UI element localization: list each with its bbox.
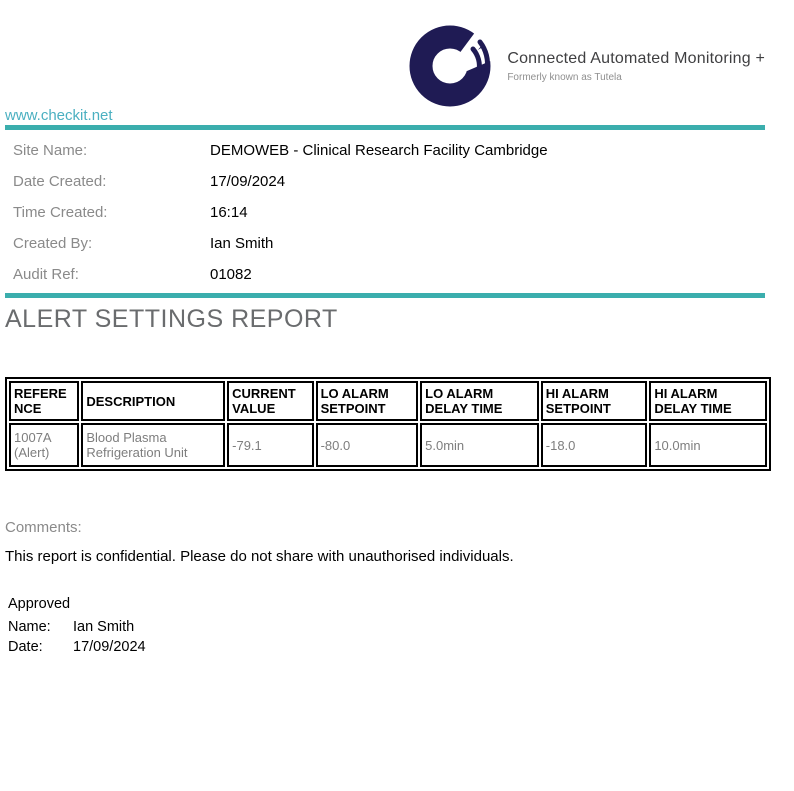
time-created-value: 16:14 <box>210 204 248 221</box>
approval-date-label: Date: <box>8 639 43 655</box>
cell-current-value: -79.1 <box>227 423 313 467</box>
report-header <box>5 25 765 107</box>
col-header-lo-alarm-setpoint: LO ALARM SETPOINT <box>316 381 419 421</box>
page-title: ALERT SETTINGS REPORT <box>5 305 338 333</box>
date-created-value: 17/09/2024 <box>210 173 286 190</box>
approval-name-value: Ian Smith <box>73 619 135 635</box>
col-header-reference: REFERENCE <box>9 381 79 421</box>
logo-title: Connected Automated Monitoring + <box>507 49 765 67</box>
approved-heading: Approved <box>8 596 71 612</box>
website-link[interactable]: www.checkit.net <box>5 107 113 124</box>
approval-section <box>8 596 794 657</box>
approval-date-row <box>8 637 794 657</box>
col-header-hi-alarm-setpoint: HI ALARM SETPOINT <box>541 381 648 421</box>
cell-reference: 1007A (Alert) <box>9 423 79 467</box>
date-created-label: Date Created: <box>13 173 107 190</box>
created-by-value: Ian Smith <box>210 235 274 252</box>
cell-description: Blood Plasma Refrigeration Unit <box>81 423 225 467</box>
teal-divider-top <box>5 125 765 130</box>
created-by-label: Created By: <box>13 235 93 252</box>
checkit-logo <box>409 25 765 107</box>
col-header-hi-alarm-delay: HI ALARM DELAY TIME <box>649 381 767 421</box>
report-page <box>0 25 794 657</box>
comments-label: Comments: <box>5 519 82 536</box>
audit-ref-value: 01082 <box>210 266 252 283</box>
table-header-row <box>9 381 767 421</box>
checkit-logo-icon <box>409 25 495 107</box>
cell-hi-alarm-delay: 10.0min <box>649 423 767 467</box>
logo-subtitle: Formerly known as Tutela <box>507 71 622 83</box>
col-header-current-value: CURRENT VALUE <box>227 381 313 421</box>
logo-text <box>507 50 765 83</box>
site-name-value: DEMOWEB - Clinical Research Facility Cambridge <box>210 142 548 159</box>
col-header-lo-alarm-delay: LO ALARM DELAY TIME <box>420 381 539 421</box>
audit-ref-label: Audit Ref: <box>13 266 79 283</box>
teal-divider-title <box>5 293 765 298</box>
cell-lo-alarm-delay: 5.0min <box>420 423 539 467</box>
site-name-label: Site Name: <box>13 142 88 159</box>
alert-settings-table <box>5 377 771 471</box>
report-meta <box>13 135 794 290</box>
cell-lo-alarm-setpoint: -80.0 <box>316 423 419 467</box>
approval-date-value: 17/09/2024 <box>73 639 146 655</box>
comments-text: This report is confidential. Please do not share with unauthorised individuals. <box>5 548 514 565</box>
approval-name-label: Name: <box>8 619 51 635</box>
approval-name-row <box>8 617 794 637</box>
table-row <box>9 423 767 467</box>
col-header-description: DESCRIPTION <box>81 381 225 421</box>
time-created-label: Time Created: <box>13 204 108 221</box>
cell-hi-alarm-setpoint: -18.0 <box>541 423 648 467</box>
